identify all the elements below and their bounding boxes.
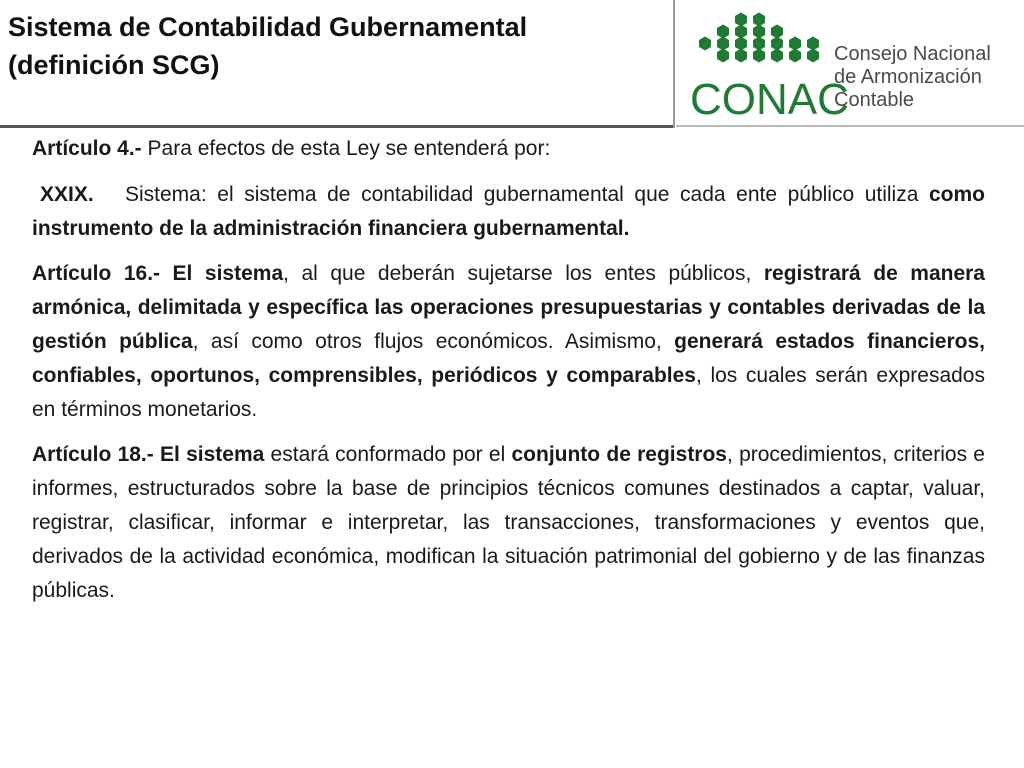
logo-name-line2: de Armonización	[834, 66, 982, 88]
article-4-text: Para efectos de esta Ley se entenderá por:	[141, 137, 551, 160]
slide-title-line1: Sistema de Contabilidad Gubernamental	[8, 12, 528, 42]
article-18-paragraph	[32, 438, 985, 607]
fraction-xxix-text: Sistema: el sistema de contabilidad gubernamental que cada ente público utiliza	[125, 182, 929, 206]
article-18-text-2: , procedimientos, criterios e informes, estructurados sobre la base de principios técnicos comunes destinados a captar, valuar, registrar, clasificar, informar e interpretar, las transacciones, transformaciones y eventos que, derivados de la actividad económica, modifican la situación patrimonial del gobierno y de las finanzas públicas.	[32, 443, 985, 602]
article-16-bold-2: generará estados financieros, confiables, oportunos, comprensibles, periódicos y comparables	[32, 329, 985, 387]
article-16-paragraph	[32, 257, 985, 426]
slide-title	[8, 8, 668, 84]
conac-logo	[688, 12, 1018, 124]
slide-body	[32, 132, 985, 619]
article-16-text-3: , los cuales serán expresados en términos monetarios.	[32, 363, 985, 421]
fraction-xxix-number: XXIX.	[40, 182, 94, 206]
article-18-label: Artículo 18.- El sistema	[32, 443, 265, 467]
slide-header	[0, 0, 1024, 126]
article-16-text-1: , al que deberán sujetarse los entes públicos,	[283, 262, 764, 286]
fraction-xxix-paragraph	[32, 178, 985, 246]
article-18-text-1: estará conformado por el	[264, 443, 512, 467]
logo-name-line1: Consejo Nacional	[834, 43, 991, 65]
article-16-label: Artículo 16.- El sistema	[32, 262, 284, 286]
fraction-xxix-bold-text: como instrumento de la administración financiera gubernamental.	[32, 182, 985, 240]
article-4-paragraph	[32, 132, 985, 166]
logo-organization-name	[834, 43, 1018, 112]
header-divider-left	[0, 125, 673, 128]
header-divider-right	[676, 125, 1024, 127]
article-16-text-2: , así como otros flujos económicos. Asimismo,	[192, 329, 675, 353]
header-divider-vertical	[673, 0, 675, 128]
article-18-bold-1: conjunto de registros	[511, 443, 727, 467]
logo-name-line3: Contable	[834, 89, 915, 111]
slide-title-line2: (definición SCG)	[8, 50, 220, 80]
conac-hexagon-mark-icon	[688, 12, 828, 78]
article-4-label: Artículo 4.-	[32, 137, 142, 160]
logo-acronym: CONAC	[690, 75, 849, 124]
article-16-bold-1: registrará de manera armónica, delimitada y específica las operaciones presupuestarias y contables derivadas de la gestión pública	[32, 262, 985, 353]
